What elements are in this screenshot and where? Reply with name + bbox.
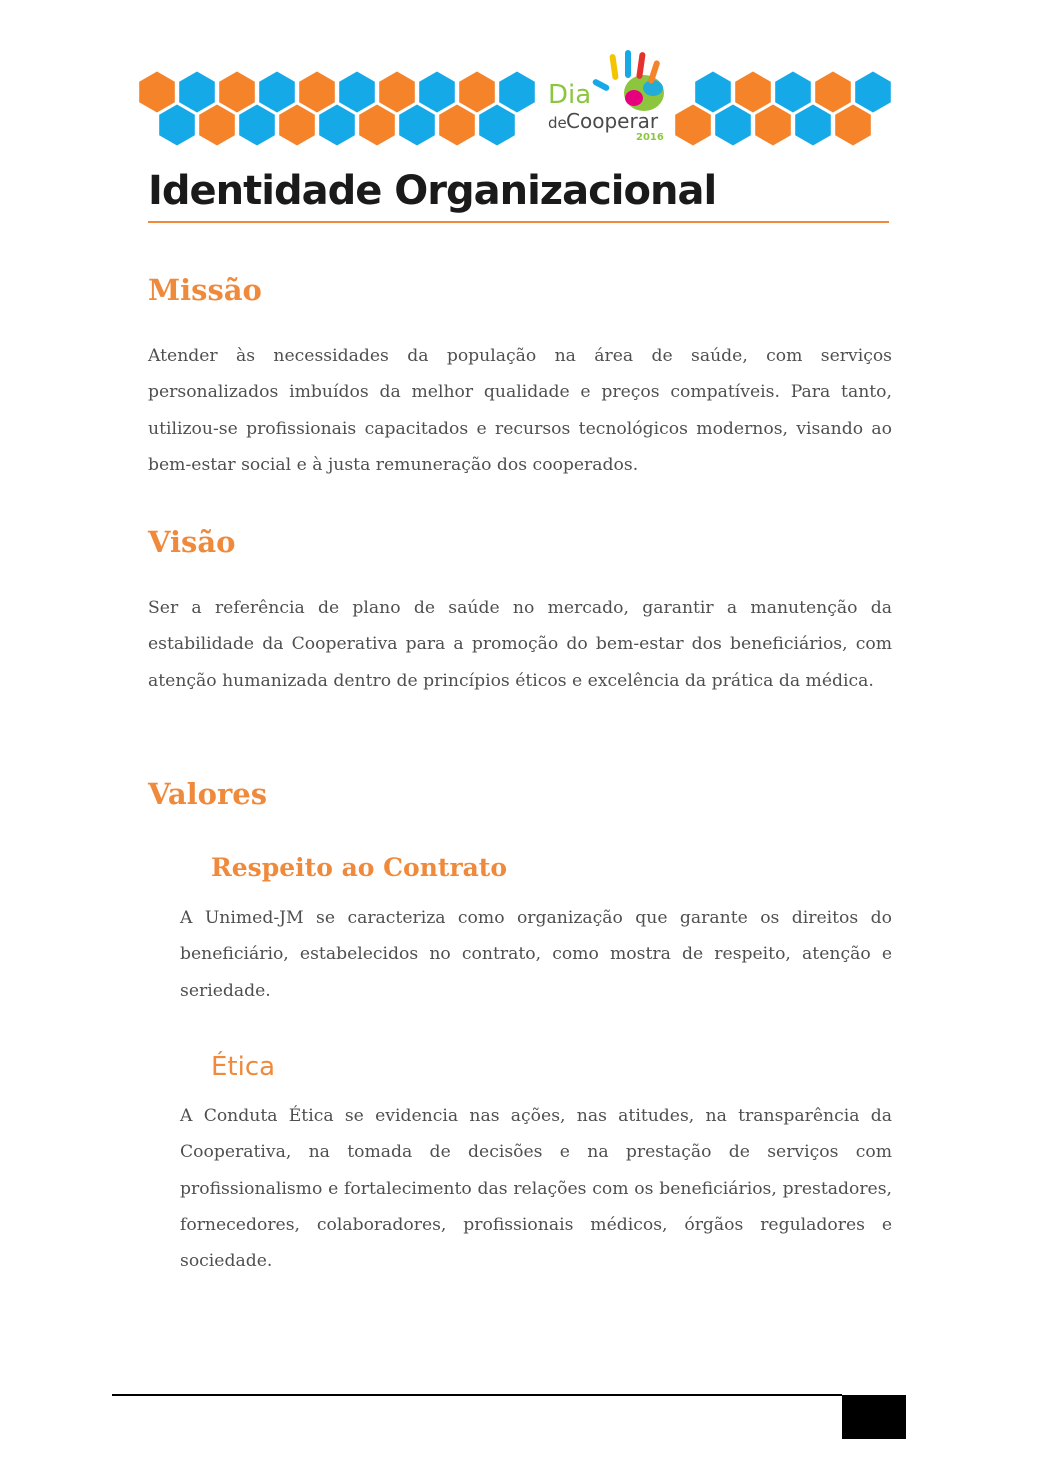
hexagon-shape [459, 72, 495, 113]
hexagon-shape [179, 72, 215, 113]
missao-heading: Missão [148, 273, 262, 307]
hexagon-shape [439, 105, 475, 146]
colorful-hand-icon [592, 50, 664, 111]
hexagon-shape [259, 72, 295, 113]
footer-rule [112, 1394, 842, 1396]
logo-text-year: 2016 [636, 132, 664, 143]
hexagon-shape [815, 72, 851, 113]
etica-text: A Conduta Ética se evidencia nas ações, nas atitudes, na transparência da Cooperativa, na tomada de decisões e na prestação de serviços com profissionalismo e fortalecimento das relações com os beneficiários, prestadores, fornecedores, colaboradores, profissionais médicos, órgãos reguladores e sociedade. [180, 1106, 892, 1272]
hexagon-shape [359, 105, 395, 146]
title-underline [148, 221, 889, 223]
hexagon-shape [299, 72, 335, 113]
hexagon-shape [735, 72, 771, 113]
page-number-box [842, 1395, 906, 1439]
hexagon-shape [479, 105, 515, 146]
hexagon-shape [855, 72, 891, 113]
hexagon-shape [199, 105, 235, 146]
hexagon-shape [675, 105, 711, 146]
hexagon-shape [419, 72, 455, 113]
hexagon-shape [339, 72, 375, 113]
hexagon-pattern [139, 72, 891, 146]
hexagon-shape [399, 105, 435, 146]
visao-heading: Visão [148, 525, 236, 559]
hexagon-shape [379, 72, 415, 113]
respeito-heading: Respeito ao Contrato [211, 853, 508, 882]
header-banner [137, 48, 893, 148]
logo-text-de: de [548, 114, 567, 132]
page-title: Identidade Organizacional [148, 168, 717, 214]
respeito-text: A Unimed-JM se caracteriza como organização que garante os direitos do beneficiário, estabelecidos no contrato, como mostra de respeito, atenção e seriedade. [180, 908, 892, 1001]
logo-text-cooperar: Cooperar [566, 109, 659, 133]
hexagon-shape [499, 72, 535, 113]
hexagon-shape [219, 72, 255, 113]
hexagon-shape [319, 105, 355, 146]
hexagon-shape [715, 105, 751, 146]
hexagon-shape [795, 105, 831, 146]
hexagon-shape [159, 105, 195, 146]
hexagon-shape [775, 72, 811, 113]
hexagon-shape [139, 72, 175, 113]
logo-text-dia: Dia [548, 80, 592, 110]
dia-de-cooperar-logo [548, 50, 664, 143]
hexagon-shape [239, 105, 275, 146]
hexagon-shape [279, 105, 315, 146]
hexagon-shape [835, 105, 871, 146]
missao-text: Atender às necessidades da população na área de saúde, com serviços personalizados imbuídos da melhor qualidade e preços compatíveis. Para tanto, utilizou-se profissionais capacitados e recursos tecnológicos modernos, visando ao bem-estar social e à justa remuneração dos cooperados. [148, 346, 892, 475]
valores-heading: Valores [148, 777, 268, 811]
hexagon-shape [755, 105, 791, 146]
visao-text: Ser a referência de plano de saúde no mercado, garantir a manutenção da estabilidade da Cooperativa para a promoção do bem-estar dos beneficiários, com atenção humanizada dentro de princípios éticos e excelência da prática da médica. [148, 598, 892, 691]
hexagon-shape [695, 72, 731, 113]
etica-heading: Ética [211, 1052, 276, 1082]
